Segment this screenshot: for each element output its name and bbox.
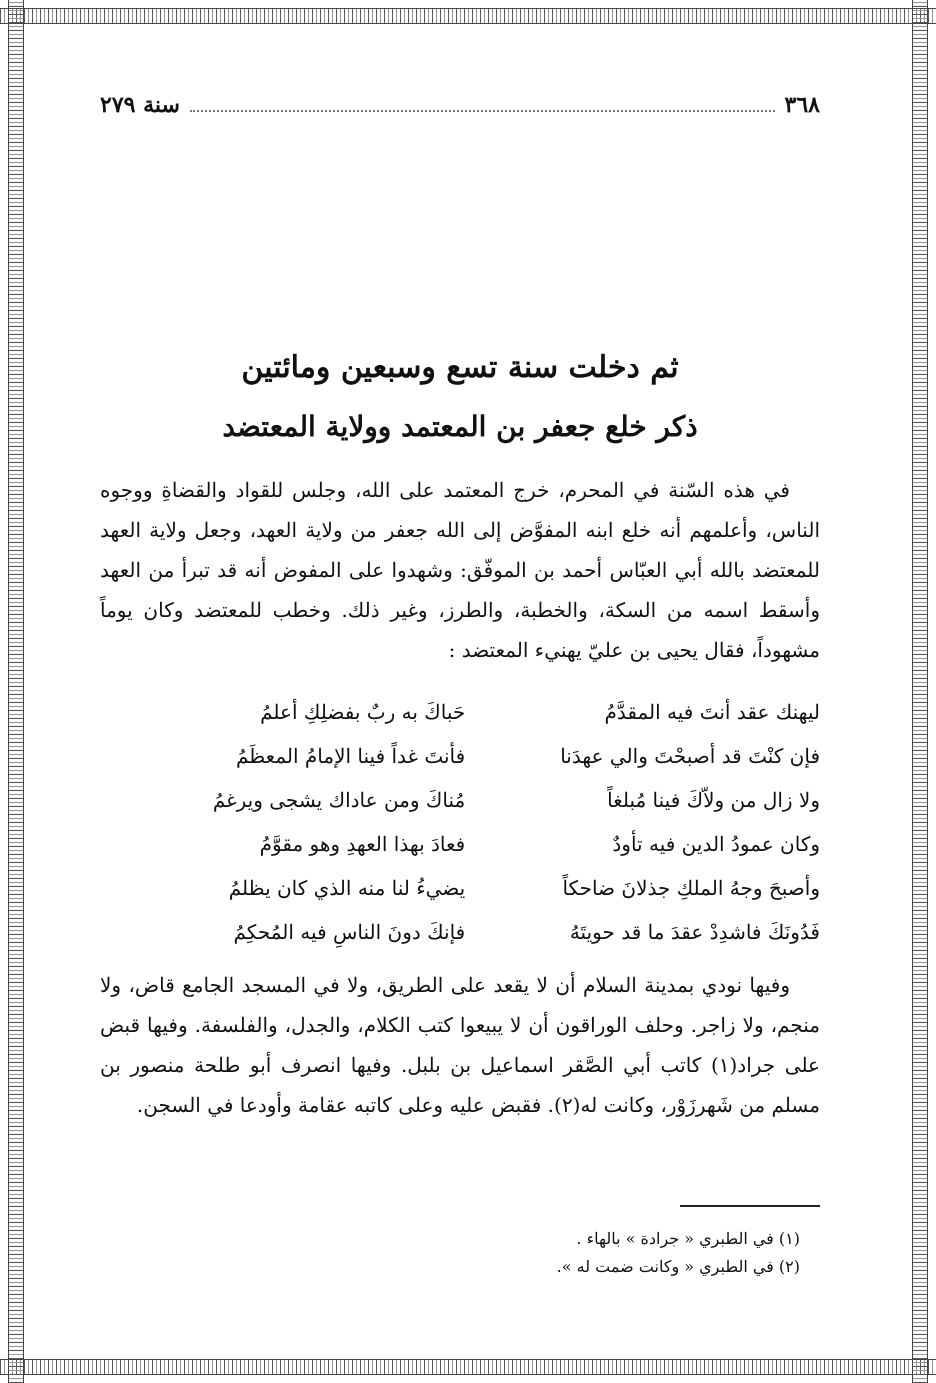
- verse: [140, 690, 820, 734]
- border-right: [912, 0, 928, 1383]
- paragraph-1: [100, 470, 820, 670]
- verse-first-hemistich: فإن كنْتَ قد أصبحْتَ والي عهدَنا: [560, 744, 820, 768]
- footnote: (٢) في الطبري « وكانت ضمت له ».: [556, 1257, 800, 1276]
- header-dots: [190, 98, 775, 112]
- verse-first-hemistich: ليهنك عقد أنتَ فيه المقدَّمُ: [604, 700, 820, 724]
- running-header: [100, 90, 820, 120]
- verse: [140, 734, 820, 778]
- verse-second-hemistich: فعادَ بهذا العهدِ وهو مقوَّمُ: [259, 832, 466, 856]
- verse-first-hemistich: فَدُونَكَ فاشدِدْ عقدَ ما قد حويتَهُ: [569, 920, 820, 944]
- page-content: [100, 70, 820, 1320]
- border-left: [8, 0, 24, 1383]
- poem: [140, 690, 820, 954]
- border-top: [0, 8, 936, 24]
- paragraph-2-text: وفيها نودي بمدينة السلام أن لا يقعد على الطريق، ولا في المسجد الجامع قاض، ولا منجم، ولا زاجر. وحلف الوراقون أن لا يبيعوا كتب الكلام، والجدل، والفلسفة. وفيها قبض على جراد(١) كاتب أبي الصَّقر اسماعيل بن بلبل. وفيها انصرف أبو طلحة منصور بن مسلم من شَهرزَوْر، وكانت له(٢). فقبض عليه وعلى كاتبه عقامة وأودعا في السجن.: [100, 973, 820, 1117]
- verse-second-hemistich: مُناكَ ومن عاداك يشجى ويرغمُ: [212, 788, 466, 812]
- verse-second-hemistich: فأنتَ غداً فينا الإمامُ المعظَمُ: [235, 744, 466, 768]
- verse-second-hemistich: حَباكَ به ربٌ بفضلِكِ أعلمُ: [260, 700, 466, 724]
- border-bottom: [0, 1359, 936, 1375]
- verse-first-hemistich: وكان عمودُ الدين فيه تأودٌ: [612, 832, 820, 856]
- page-number: ٣٦٨: [784, 92, 820, 118]
- paragraph-2: [100, 965, 820, 1125]
- paragraph-1-text: في هذه السّنة في المحرم، خرج المعتمد على الله، وجلس للقواد والقضاةِ ووجوه الناس، وأعلمهم أنه خلع ابنه المفوَّض إلى الله جعفر من ولاية العهد، وجعل ولاية العهد للمعتضد بالله أبي العبّاس أحمد بن الموفّق: وشهدوا على المفوض أنه قد تبرأ من العهد وأسقط اسمه من السكة، والخطبة، والطرز، وغير ذلك. وخطب للمعتضد وكان يوماً مشهوداً، فقال يحيى بن عليّ يهنيء المعتضد :: [100, 478, 820, 662]
- verse: [140, 866, 820, 910]
- running-title: سنة ٢٧٩: [100, 92, 180, 118]
- footnote-separator: [680, 1205, 820, 1207]
- verse: [140, 822, 820, 866]
- footnote: (١) في الطبري « جرادة » بالهاء .: [576, 1229, 800, 1248]
- verse-second-hemistich: يضيءُ لنا منه الذي كان يظلمُ: [228, 876, 466, 900]
- verse: [140, 910, 820, 954]
- verse: [140, 778, 820, 822]
- footnotes: [100, 1225, 820, 1281]
- chapter-heading: ثم دخلت سنة تسع وسبعين ومائتين: [241, 350, 679, 385]
- section-heading: ذكر خلع جعفر بن المعتمد وولاية المعتضد: [222, 410, 698, 443]
- verse-second-hemistich: فإنكَ دونَ الناسِ فيه المُحكِمُ: [233, 920, 466, 944]
- verse-first-hemistich: وأصبحَ وجهُ الملكِ جذلانَ ضاحكاً: [562, 876, 820, 900]
- verse-first-hemistich: ولا زال من ولاّكَ فينا مُبلغاً: [607, 788, 820, 812]
